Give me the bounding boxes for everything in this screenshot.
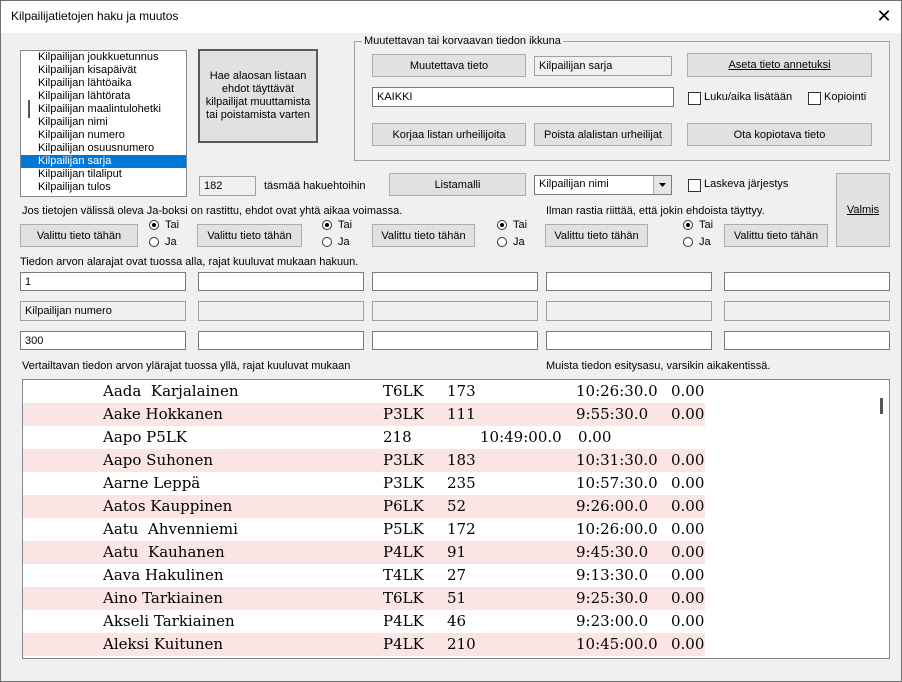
result-cell-class: P6LK <box>383 497 424 515</box>
result-row[interactable] <box>23 541 705 564</box>
result-cell-num: 46 <box>447 612 467 630</box>
radio-or-3-label: Tai <box>513 219 528 231</box>
result-cell-class: P3LK <box>383 451 424 469</box>
copy-checkbox[interactable] <box>808 92 821 105</box>
listbox-scroll-thumb[interactable] <box>28 100 30 118</box>
field-list-item[interactable]: Kilpailijan tulos <box>38 181 111 193</box>
result-cell-name: Aleksi Kuitunen <box>103 635 224 653</box>
result-row[interactable] <box>23 633 705 656</box>
result-cell-res: 0.00 <box>671 543 705 561</box>
results-list[interactable] <box>22 379 890 659</box>
result-cell-class: T4LK <box>383 566 424 584</box>
set-value-button[interactable] <box>687 53 872 77</box>
result-cell-class: 218 <box>383 428 412 446</box>
field-name-1: Kilpailijan numero <box>20 301 186 321</box>
search-button[interactable]: Hae alaosan listaan ehdot täyttävät kilpailijat muuttamista tai poistamista varten <box>198 49 318 143</box>
upper-value-1[interactable]: 300 <box>20 331 186 350</box>
upper-value-4[interactable] <box>546 331 712 350</box>
result-cell-name: Aino Tarkiainen <box>103 589 223 607</box>
add-time-checkbox[interactable] <box>688 92 701 105</box>
radio-and-3-label: Ja <box>513 236 525 248</box>
result-cell-num: 52 <box>447 497 467 515</box>
field-list-item[interactable]: Kilpailijan nimi <box>38 116 108 128</box>
radio-or-4[interactable] <box>683 220 693 230</box>
field-list-item[interactable]: Kilpailijan lähtörata <box>38 90 131 102</box>
upper-value-3[interactable] <box>372 331 538 350</box>
chevron-down-icon[interactable] <box>653 176 671 194</box>
result-row[interactable] <box>23 403 705 426</box>
result-cell-name: Aava Hakulinen <box>103 566 224 584</box>
radio-or-2[interactable] <box>322 220 332 230</box>
radio-and-3[interactable] <box>497 237 507 247</box>
result-cell-time: 10:57:30.0 <box>576 474 658 492</box>
result-cell-time: 10:26:30.0 <box>576 382 658 400</box>
upper-value-2[interactable] <box>198 331 364 350</box>
result-cell-name: Aarne Leppä <box>103 474 201 492</box>
field-name-4 <box>546 301 712 321</box>
copy-value-button[interactable]: Ota kopiotava tieto <box>687 123 872 146</box>
result-cell-time: 10:45:00.0 <box>576 635 658 653</box>
result-cell-time: 9:26:00.0 <box>576 497 649 515</box>
add-time-label: Luku/aika lisätään <box>704 91 793 103</box>
result-cell-name: Akseli Tarkiainen <box>103 612 235 630</box>
desc-order-label: Laskeva järjestys <box>704 178 789 190</box>
edit-groupbox-title: Muutettavan tai korvaavan tiedon ikkuna <box>364 35 561 47</box>
field-listbox[interactable] <box>20 50 187 197</box>
fix-list-button[interactable]: Korjaa listan urheilijoita <box>372 123 526 146</box>
field-list-item[interactable]: Kilpailijan maalintulohetki <box>38 103 161 115</box>
result-row[interactable] <box>23 564 705 587</box>
result-cell-class: P3LK <box>383 405 424 423</box>
radio-or-3[interactable] <box>497 220 507 230</box>
hint-or: Ilman rastia riittää, että jokin ehdoista täyttyy. <box>546 205 765 217</box>
result-cell-class: P3LK <box>383 474 424 492</box>
select-button-5[interactable]: Valittu tieto tähän <box>724 224 828 247</box>
field-list-item[interactable]: Kilpailijan lähtöaika <box>38 77 132 89</box>
result-cell-res: 0.00 <box>671 612 705 630</box>
set-value-label: Aseta tieto annetuksi <box>728 59 831 71</box>
result-cell-class: P5LK <box>383 520 424 538</box>
result-cell-res: 0.00 <box>671 405 705 423</box>
radio-or-1-label: Tai <box>165 219 180 231</box>
result-cell-num: 111 <box>447 405 476 423</box>
done-button[interactable] <box>836 173 890 247</box>
field-list-item[interactable]: Kilpailijan numero <box>38 129 125 141</box>
list-model-button[interactable]: Listamalli <box>389 173 526 196</box>
result-cell-num: 51 <box>447 589 467 607</box>
result-cell-name: Aake Hokkanen <box>103 405 223 423</box>
result-cell-res: 0.00 <box>671 635 705 653</box>
result-cell-class: T6LK <box>383 589 424 607</box>
select-button-1[interactable]: Valittu tieto tähän <box>20 224 138 247</box>
result-cell-name: Aatos Kauppinen <box>103 497 233 515</box>
result-cell-num: 27 <box>447 566 467 584</box>
result-row[interactable] <box>23 426 705 449</box>
lower-value-1[interactable]: 1 <box>20 272 186 291</box>
radio-or-4-label: Tai <box>699 219 714 231</box>
select-button-2[interactable]: Valittu tieto tähän <box>197 224 302 247</box>
result-cell-class: P4LK <box>383 543 424 561</box>
radio-and-2-label: Ja <box>338 236 350 248</box>
upper-hint: Vertailtavan tiedon arvon ylärajat tuossa yllä, rajat kuuluvat mukaan <box>22 360 351 372</box>
radio-and-1-label: Ja <box>165 236 177 248</box>
lower-value-2[interactable] <box>198 272 364 291</box>
result-cell-res: 0.00 <box>671 520 705 538</box>
delete-list-button[interactable]: Poista alalistan urheilijat <box>534 123 672 146</box>
result-cell-class: P4LK <box>383 612 424 630</box>
field-name-3 <box>372 301 538 321</box>
radio-or-1[interactable] <box>149 220 159 230</box>
result-cell-time: 10:26:00.0 <box>576 520 658 538</box>
match-count: 182 <box>199 176 256 196</box>
result-cell-time: 9:13:30.0 <box>576 566 649 584</box>
result-cell-num: 235 <box>447 474 476 492</box>
field-list-item[interactable]: Kilpailijan kisapäivät <box>38 64 137 76</box>
result-cell-time: 10:49:00.0 <box>480 428 562 446</box>
field-list-item[interactable]: Kilpailijan sarja <box>21 155 186 168</box>
result-cell-res: 0.00 <box>671 497 705 515</box>
radio-and-1[interactable] <box>149 237 159 247</box>
result-cell-time: 9:45:30.0 <box>576 543 649 561</box>
field-list-item[interactable]: Kilpailijan tilaliput <box>38 168 122 180</box>
window-title: Kilpailijatietojen haku ja muutos <box>11 9 179 23</box>
radio-and-4[interactable] <box>683 237 693 247</box>
field-to-change-value: Kilpailijan sarja <box>534 56 672 76</box>
result-cell-time: 10:31:30.0 <box>576 451 658 469</box>
result-row[interactable] <box>23 518 705 541</box>
result-cell-res: 0.00 <box>671 589 705 607</box>
copy-label: Kopiointi <box>824 91 867 103</box>
match-label: täsmää hakuehtoihin <box>264 180 366 192</box>
result-row[interactable] <box>23 449 705 472</box>
done-label: Valmis <box>846 204 880 216</box>
result-cell-res: 0.00 <box>671 566 705 584</box>
result-cell-class: P4LK <box>383 635 424 653</box>
select-button-4[interactable]: Valittu tieto tähän <box>545 224 648 247</box>
result-cell-res: 0.00 <box>671 382 705 400</box>
result-cell-time: 9:55:30.0 <box>576 405 649 423</box>
result-cell-name: Aatu Kauhanen <box>103 543 225 561</box>
field-name-2 <box>198 301 364 321</box>
result-cell-time: 9:23:00.0 <box>576 612 649 630</box>
result-cell-res: 0.00 <box>671 451 705 469</box>
upper-value-5[interactable] <box>724 331 890 350</box>
sort-combo-value: Kilpailijan nimi <box>539 178 609 190</box>
result-cell-name: Aada Karjalainen <box>103 382 239 400</box>
result-row[interactable] <box>23 587 705 610</box>
lower-hint: Tiedon arvon alarajat ovat tuossa alla, rajat kuuluvat mukaan hakuun. <box>20 256 359 268</box>
result-row[interactable] <box>23 472 705 495</box>
title-bar <box>1 1 901 33</box>
select-button-3[interactable]: Valittu tieto tähän <box>372 224 475 247</box>
radio-and-4-label: Ja <box>699 236 711 248</box>
desc-order-checkbox[interactable] <box>688 179 701 192</box>
result-cell-res: 0.00 <box>578 428 612 446</box>
result-row[interactable] <box>23 610 705 633</box>
result-cell-name: Aapo Suhonen <box>103 451 214 469</box>
result-cell-name: Aatu Ahvenniemi <box>103 520 238 538</box>
lower-value-4[interactable] <box>546 272 712 291</box>
result-cell-num: 173 <box>447 382 476 400</box>
result-cell-time: 9:25:30.0 <box>576 589 649 607</box>
field-name-5 <box>724 301 890 321</box>
result-cell-num: 210 <box>447 635 476 653</box>
result-cell-num: 183 <box>447 451 476 469</box>
format-hint: Muista tiedon esitysasu, varsikin aikakentissä. <box>546 360 771 372</box>
radio-and-2[interactable] <box>322 237 332 247</box>
result-cell-class: T6LK <box>383 382 424 400</box>
lower-value-5[interactable] <box>724 272 890 291</box>
close-icon[interactable]: ✕ <box>876 6 892 26</box>
result-row[interactable] <box>23 380 705 403</box>
results-scroll-thumb[interactable] <box>880 398 883 414</box>
field-list-item[interactable]: Kilpailijan joukkuetunnus <box>38 51 159 63</box>
result-row[interactable] <box>23 495 705 518</box>
radio-or-2-label: Tai <box>338 219 353 231</box>
field-list-item[interactable]: Kilpailijan osuusnumero <box>38 142 155 154</box>
lower-value-3[interactable] <box>372 272 538 291</box>
result-cell-num: 91 <box>447 543 467 561</box>
result-cell-res: 0.00 <box>671 474 705 492</box>
result-cell-num: 172 <box>447 520 476 538</box>
value-input[interactable]: KAIKKI <box>372 87 674 107</box>
result-cell-name: Aapo P5LK <box>103 428 187 446</box>
field-to-change-button[interactable]: Muutettava tieto <box>372 54 526 77</box>
hint-and: Jos tietojen välissä oleva Ja-boksi on rastittu, ehdot ovat yhtä aikaa voimassa. <box>22 205 403 217</box>
sort-combo[interactable] <box>534 175 672 195</box>
